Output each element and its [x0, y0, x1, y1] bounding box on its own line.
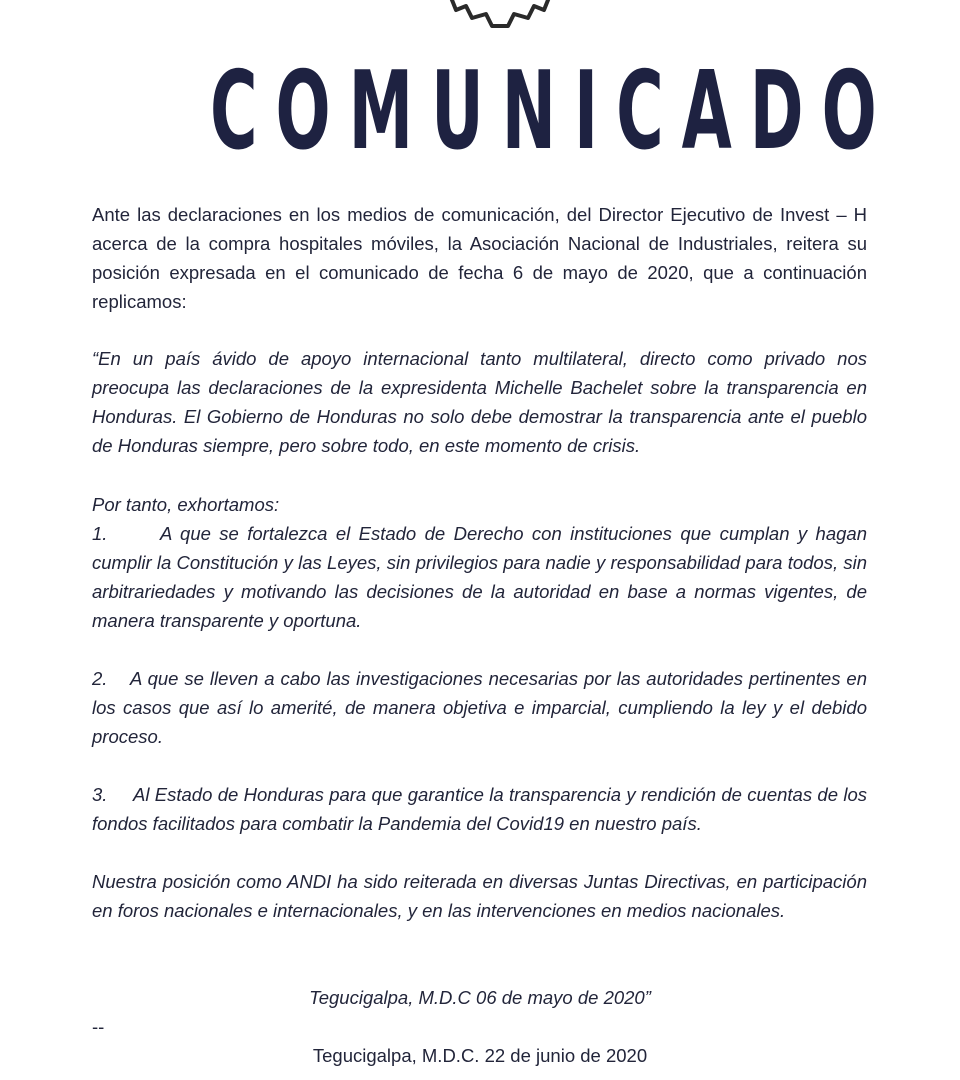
list-item-number: 2. [92, 668, 108, 689]
page-title: COMUNICADO [210, 49, 895, 174]
quote-signature: Tegucigalpa, M.D.C 06 de mayo de 2020” [309, 987, 651, 1008]
list-item [92, 780, 867, 838]
list-item-text: Al Estado de Honduras para que garantice la transparencia y rendición de cuentas de los fondos facilitados para combatir la Pandemia del Covid19 en nuestro país. [92, 784, 867, 834]
position-paragraph: Nuestra posición como ANDI ha sido reiterada en diversas Juntas Directivas, en participación en foros nacionales e internacionales, y en las intervenciones en medios nacionales. [92, 871, 867, 921]
list-item-number: 3. [92, 784, 108, 805]
list-item [92, 519, 867, 635]
separator: -- [92, 1016, 105, 1037]
exhort-intro: Por tanto, exhortamos: [92, 494, 280, 515]
intro-paragraph: Ante las declaraciones en los medios de comunicación, del Director Ejecutivo de Invest – H acerca de la compra hospitales móviles, la Asociación Nacional de Industriales, reitera su posición expresada en el comunicado de fecha 6 de mayo de 2020, que a continuación replicamos: [92, 204, 867, 312]
final-signature: Tegucigalpa, M.D.C. 22 de junio de 2020 [312, 1045, 648, 1066]
quote-paragraph: “En un país ávido de apoyo internacional tanto multilateral, directo como privado nos preocupa las declaraciones de la expresidenta Michelle Bachelet sobre la transparencia en Honduras. El Gobierno de Honduras no solo debe demostrar la transparencia ante el pueblo de Honduras siempre, pero sobre todo, en este momento de crisis. [92, 348, 867, 456]
list-item [92, 664, 867, 751]
list-item-number: 1. [92, 523, 108, 544]
list-item-text: A que se fortalezca el Estado de Derecho con instituciones que cumplan y hagan cumplir la Constitución y las Leyes, sin privilegios para nadie y responsabilidad para todos, sin arbitrariedades y motivando las decisiones de la autoridad en base a normas vigentes, de manera transparente y oportuna. [92, 523, 867, 631]
gear-icon [430, 0, 570, 32]
list-item-text: A que se lleven a cabo las investigaciones necesarias por las autoridades pertinentes en los casos que así lo amerité, de manera objetiva e imparcial, cumpliendo la ley y el debido proceso. [92, 668, 867, 747]
